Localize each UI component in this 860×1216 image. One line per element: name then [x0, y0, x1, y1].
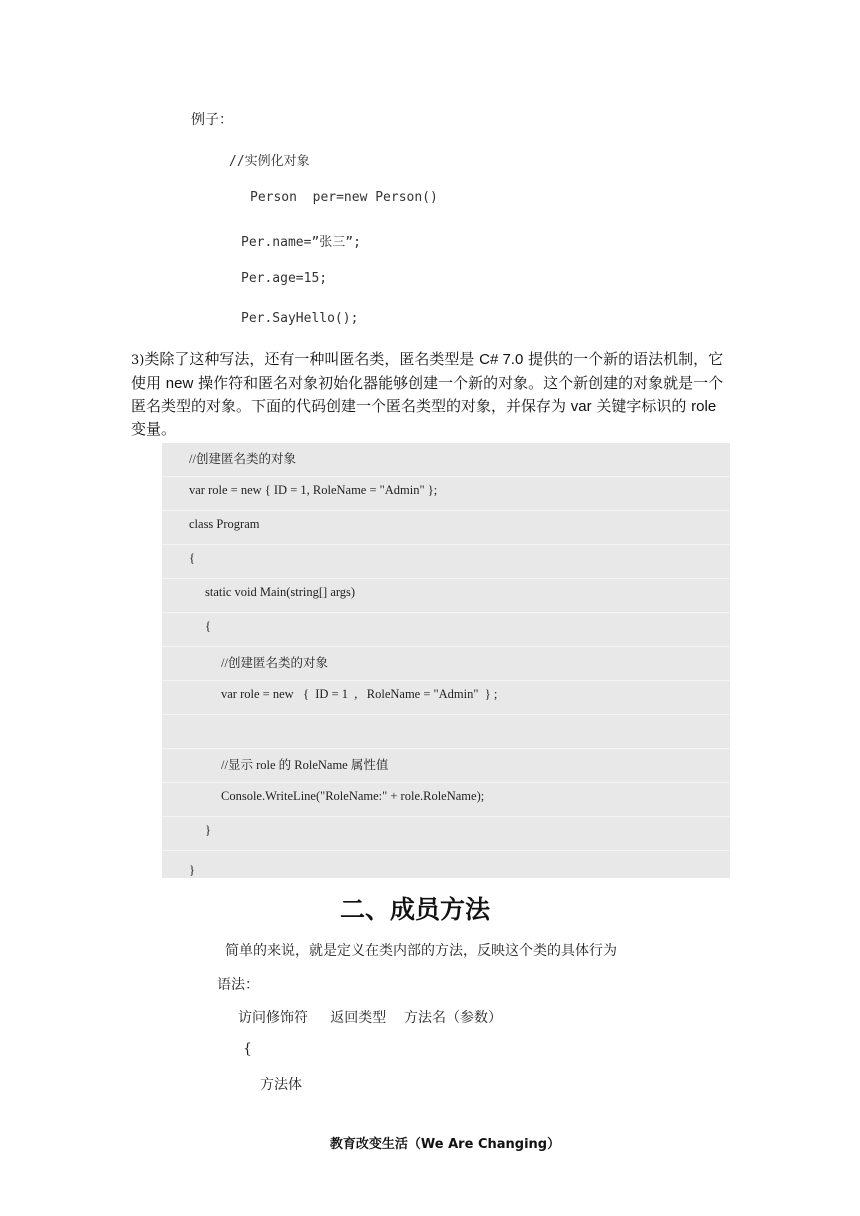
code-line: { — [162, 613, 730, 647]
code-line: //创建匿名类的对象 — [162, 443, 730, 477]
example-code-line: Per.age=15; — [241, 271, 328, 286]
example-code-line: Per.SayHello(); — [241, 311, 359, 326]
paragraph-text: 操作符和匿名对象初始化器能够创建一个新的对象。这个新创建的对象就是一个匿名类型的对象。下面的代码创建一个匿名类型的对象，并保存为 — [131, 374, 724, 415]
example-code-line: Per.name=”张三”; — [241, 235, 361, 250]
page-footer: 教育改变生活（We Are Changing） — [329, 1137, 561, 1152]
code-line — [162, 715, 730, 749]
new-keyword: new — [165, 375, 194, 392]
anonymous-class-paragraph — [131, 348, 731, 440]
code-block — [162, 443, 730, 878]
example-label: 例子： — [191, 112, 233, 128]
code-line: var role = new { ID = 1 , RoleName = "Admin" } ; — [162, 681, 730, 715]
code-line: class Program — [162, 511, 730, 545]
paragraph-text: 类除了这种写法，还有一种叫匿名类，匿名类型是 — [144, 350, 480, 368]
paragraph-number: 3) — [131, 353, 145, 368]
code-line: } — [162, 817, 730, 851]
syntax-body: 方法体 — [260, 1077, 302, 1093]
code-line: { — [162, 545, 730, 579]
code-line: //显示 role 的 RoleName 属性值 — [162, 749, 730, 783]
code-line: //创建匿名类的对象 — [162, 647, 730, 681]
code-line: Console.WriteLine("RoleName:" + role.RoleName); — [162, 783, 730, 817]
example-code-line: Person per=new Person() — [250, 190, 438, 205]
code-line: } — [189, 863, 195, 877]
section-heading: 二、成员方法 — [339, 895, 490, 924]
example-code-line: //实例化对象 — [229, 154, 310, 169]
syntax-brace: { — [243, 1041, 252, 1057]
syntax-label: 语法： — [217, 977, 259, 993]
role-keyword: role — [691, 398, 717, 415]
paragraph-text: 关键字标识的 — [591, 397, 692, 415]
csharp-version: C# 7.0 — [479, 351, 524, 368]
method-description: 简单的来说，就是定义在类内部的方法，反映这个类的具体行为 — [225, 943, 617, 959]
code-line: var role = new { ID = 1, RoleName = "Admin" }; — [162, 477, 730, 511]
var-keyword: var — [570, 398, 592, 415]
code-line: static void Main(string[] args) — [162, 579, 730, 613]
paragraph-text: 提供的一个新的语法机制，它使用 — [131, 350, 724, 392]
paragraph-text: 变量。 — [131, 420, 177, 438]
syntax-line: 访问修饰符 返回类型 方法名（参数） — [238, 1010, 503, 1026]
